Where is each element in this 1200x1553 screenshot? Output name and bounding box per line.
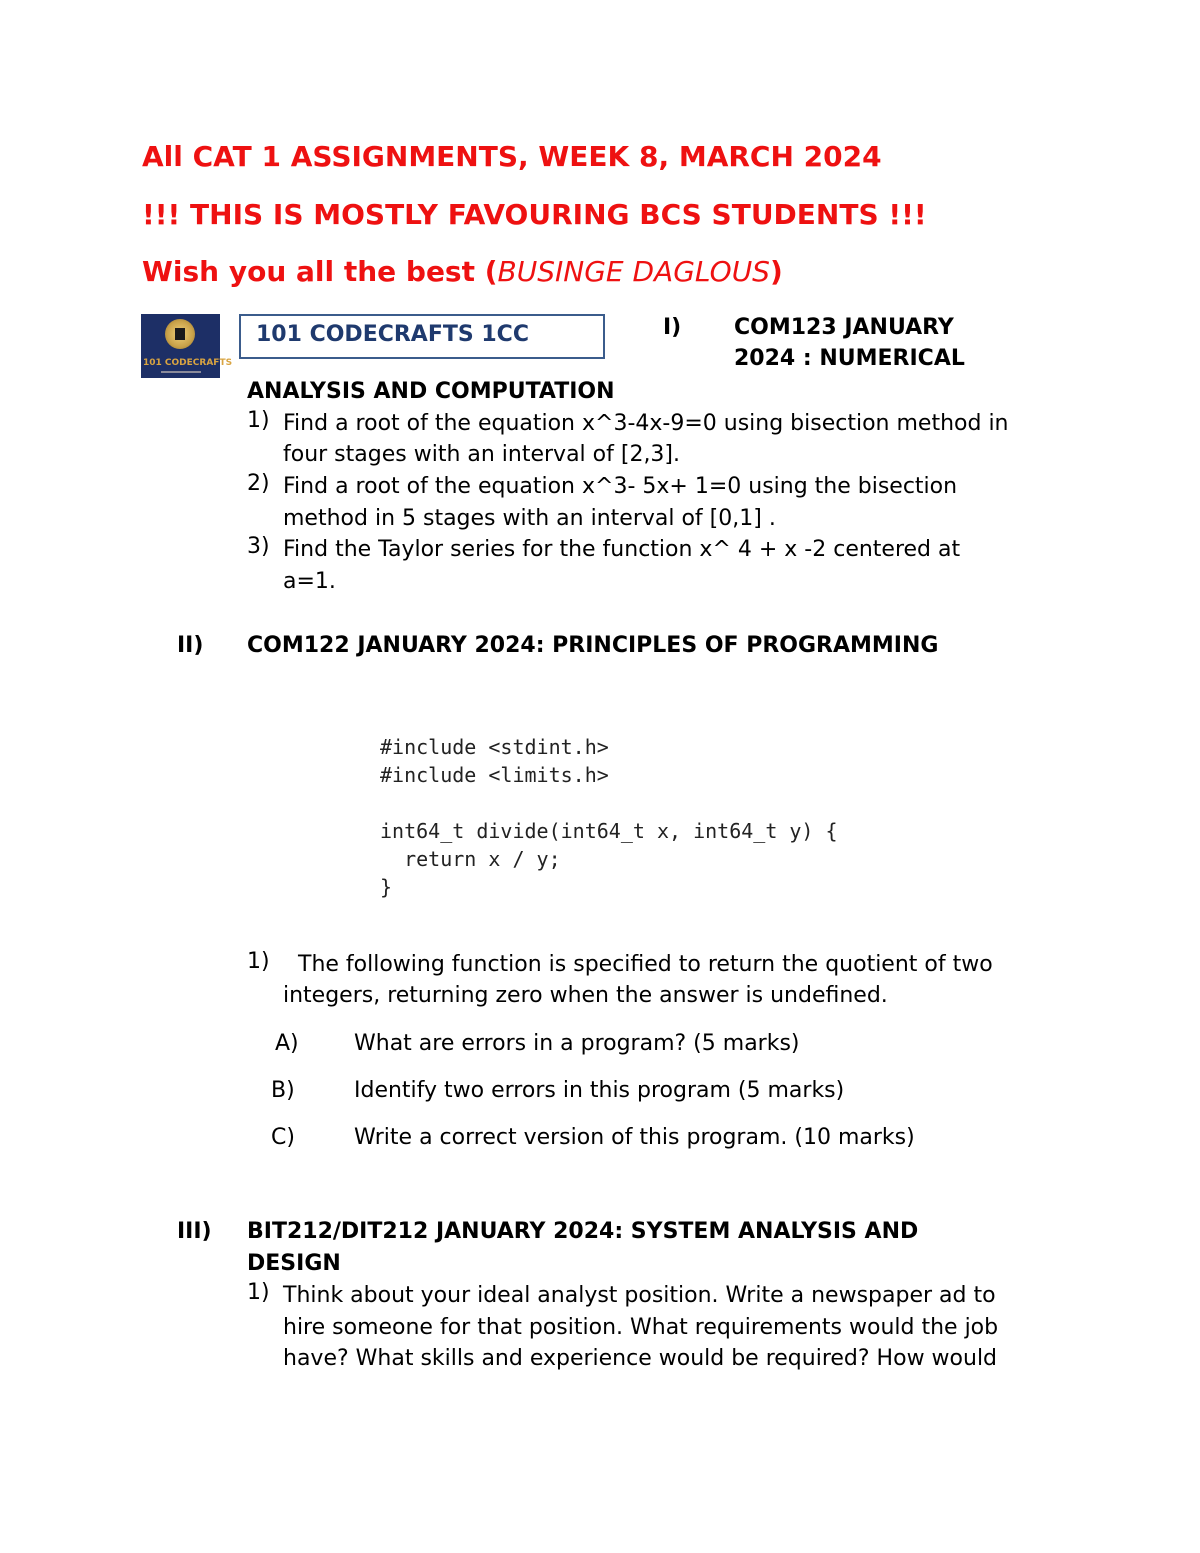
- question-text: hire someone for that position. What requirements would the job: [283, 1315, 999, 1340]
- question-text: have? What skills and experience would be required? How would: [283, 1346, 998, 1371]
- play-icon: [175, 328, 185, 340]
- notice-line: !!! THIS IS MOSTLY FAVOURING BCS STUDENTS !!!: [142, 198, 927, 231]
- author-name: BUSINGE DAGLOUS: [497, 255, 770, 288]
- subquestion-text: What are errors in a program? (5 marks): [354, 1031, 800, 1056]
- section-iii-heading-line-2: DESIGN: [247, 1251, 341, 1276]
- subquestion-text: Identify two errors in this program (5 marks): [354, 1078, 845, 1103]
- question-text: Find a root of the equation x^3-4x-9=0 using bisection method in: [283, 411, 1009, 436]
- section-iii-numeral: III): [177, 1219, 212, 1244]
- logo-text: 101 CODECRAFTS: [143, 358, 233, 368]
- brand-box-label: 101 CODECRAFTS 1CC: [256, 322, 529, 347]
- subquestion-text: Write a correct version of this program. (10 marks): [354, 1125, 915, 1150]
- subquestion-label: B): [271, 1078, 295, 1103]
- question-number: 1): [247, 408, 270, 433]
- coin-icon: [165, 319, 195, 349]
- wish-suffix: ): [769, 255, 783, 288]
- section-i-numeral: I): [663, 315, 682, 340]
- question-text: Find the Taylor series for the function x^ 4 + x -2 centered at: [283, 537, 961, 562]
- logo-underline: [161, 371, 201, 373]
- question-text: Think about your ideal analyst position. Write a newspaper ad to: [283, 1283, 996, 1308]
- wish-line: [142, 255, 783, 288]
- question-number: 1): [247, 1280, 270, 1305]
- question-text: Find a root of the equation x^3- 5x+ 1=0 using the bisection: [283, 474, 958, 499]
- section-ii-heading: COM122 JANUARY 2024: PRINCIPLES OF PROGRAMMING: [247, 633, 939, 658]
- question-text: four stages with an interval of [2,3].: [283, 442, 681, 467]
- subquestion-label: A): [275, 1031, 299, 1056]
- wish-prefix: Wish you all the best (: [142, 255, 498, 288]
- question-number: 2): [247, 471, 270, 496]
- brand-box: [239, 314, 605, 359]
- question-text: The following function is specified to return the quotient of two: [298, 952, 993, 977]
- section-iii-heading-line-1: BIT212/DIT212 JANUARY 2024: SYSTEM ANALYSIS AND: [247, 1219, 919, 1244]
- section-i-heading-line-3: ANALYSIS AND COMPUTATION: [247, 379, 615, 404]
- section-ii-numeral: II): [177, 633, 204, 658]
- section-i-heading-line-2: 2024 : NUMERICAL: [734, 346, 965, 371]
- question-number: 1): [247, 949, 270, 974]
- question-text: a=1.: [283, 569, 336, 594]
- question-text: method in 5 stages with an interval of [0,1] .: [283, 506, 776, 531]
- question-text: integers, returning zero when the answer is undefined.: [283, 983, 888, 1008]
- section-i-heading-line-1: COM123 JANUARY: [734, 315, 954, 340]
- codecrafts-logo: [141, 314, 233, 378]
- subquestion-label: C): [271, 1125, 295, 1150]
- question-number: 3): [247, 534, 270, 559]
- code-snippet: #include <stdint.h> #include <limits.h> int64_t divide(int64_t x, int64_t y) { return x / y; }: [380, 735, 838, 899]
- page-title: All CAT 1 ASSIGNMENTS, WEEK 8, MARCH 2024: [142, 140, 882, 173]
